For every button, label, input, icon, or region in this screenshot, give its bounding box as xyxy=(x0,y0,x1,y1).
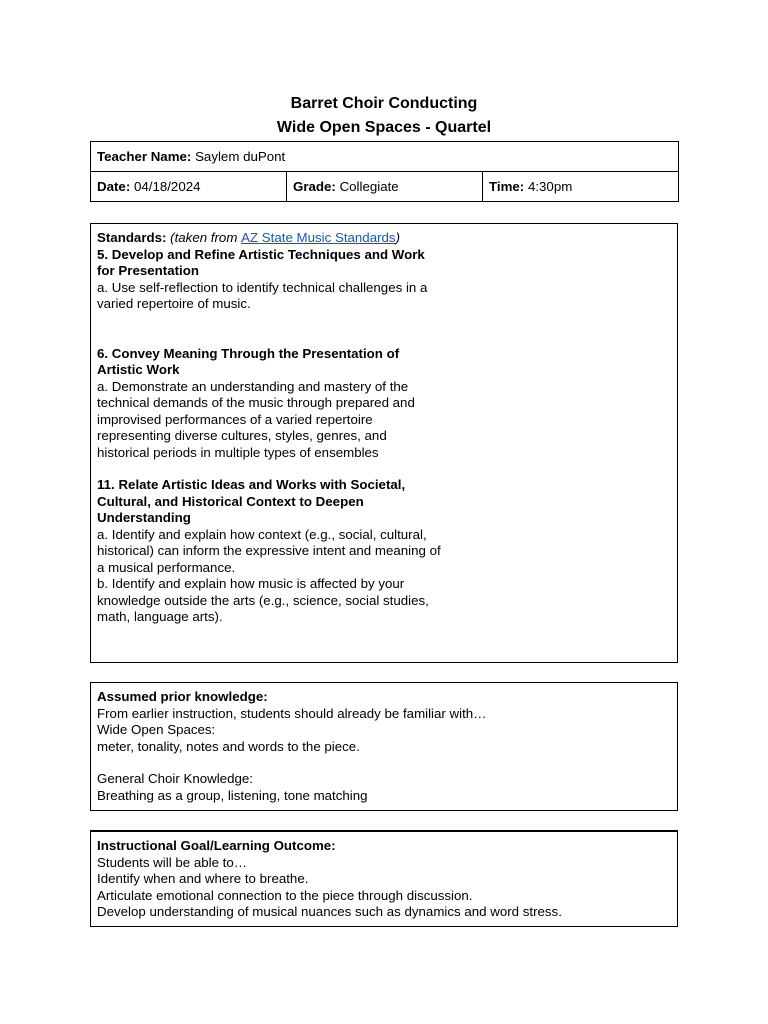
general-choir-text: Breathing as a group, listening, tone matching xyxy=(97,787,368,803)
standards-label: Standards: xyxy=(97,230,167,245)
time-cell xyxy=(483,172,679,202)
grade-label: Grade: xyxy=(293,179,336,194)
az-standards-link[interactable]: AZ State Music Standards xyxy=(241,230,396,245)
standards-header xyxy=(97,230,442,247)
date-value: 04/18/2024 xyxy=(133,179,201,194)
standard-11-body-b: b. Identify and explain how music is affected by your knowledge outside the arts (e.g., science, social studies, math, language arts). xyxy=(97,576,429,624)
standard-11-body-a: a. Identify and explain how context (e.g., social, cultural, historical) can inform the expressive intent and meaning of a musical performance. xyxy=(97,526,441,575)
date-cell xyxy=(91,172,287,202)
piece-label: Wide Open Spaces: xyxy=(97,722,216,737)
standard-5-body-a: a. Use self-reflection to identify technical challenges in a varied repertoire of music. xyxy=(97,279,428,311)
list-item: Identify when and where to breathe. xyxy=(97,871,309,886)
prior-knowledge-box xyxy=(90,682,678,811)
lesson-info-table xyxy=(90,141,679,202)
standard-6-heading: 6. Convey Meaning Through the Presentation of Artistic Work xyxy=(97,345,400,377)
standards-source-suffix: ) xyxy=(395,230,401,245)
grade-cell xyxy=(287,172,483,202)
general-choir-label: General Choir Knowledge: xyxy=(97,771,253,786)
learning-outcome-label: Instructional Goal/Learning Outcome: xyxy=(97,838,336,853)
prior-knowledge-intro: From earlier instruction, students should already be familiar with… xyxy=(97,705,487,721)
document-title: Barret Choir Conducting xyxy=(290,95,478,112)
table-row xyxy=(91,172,679,202)
standards-box xyxy=(90,223,678,663)
table-row xyxy=(91,142,679,172)
grade-value: Collegiate xyxy=(339,179,399,194)
list-item: Develop understanding of musical nuances such as dynamics and word stress. xyxy=(97,904,562,919)
standard-5-heading: 5. Develop and Refine Artistic Techniques and Work for Presentation xyxy=(97,246,425,278)
time-value: 4:30pm xyxy=(527,179,573,194)
standard-11-heading: 11. Relate Artistic Ideas and Works with Societal, Cultural, and Historical Context to Deepen Understanding xyxy=(97,477,406,525)
teacher-name-cell xyxy=(91,142,679,172)
date-label: Date: xyxy=(97,179,131,194)
standards-source-prefix: (taken from xyxy=(170,230,242,245)
learning-outcome-box xyxy=(90,830,678,927)
standard-6-body-a: a. Demonstrate an understanding and mastery of the technical demands of the music through prepared and improvised performances of a varied repertoire representing diverse cultures, styles, genres, and historical periods in multiple types of ensembles xyxy=(97,378,415,460)
teacher-name-label: Teacher Name: xyxy=(97,149,192,164)
document-subtitle: Wide Open Spaces - Quartel xyxy=(276,119,492,136)
teacher-name-value: Saylem duPont xyxy=(195,149,286,164)
list-item: Articulate emotional connection to the piece through discussion. xyxy=(97,887,473,903)
time-label: Time: xyxy=(489,179,525,194)
prior-knowledge-label: Assumed prior knowledge: xyxy=(97,689,268,704)
learning-outcome-intro: Students will be able to… xyxy=(97,854,248,870)
piece-knowledge-text: meter, tonality, notes and words to the piece. xyxy=(97,738,360,754)
